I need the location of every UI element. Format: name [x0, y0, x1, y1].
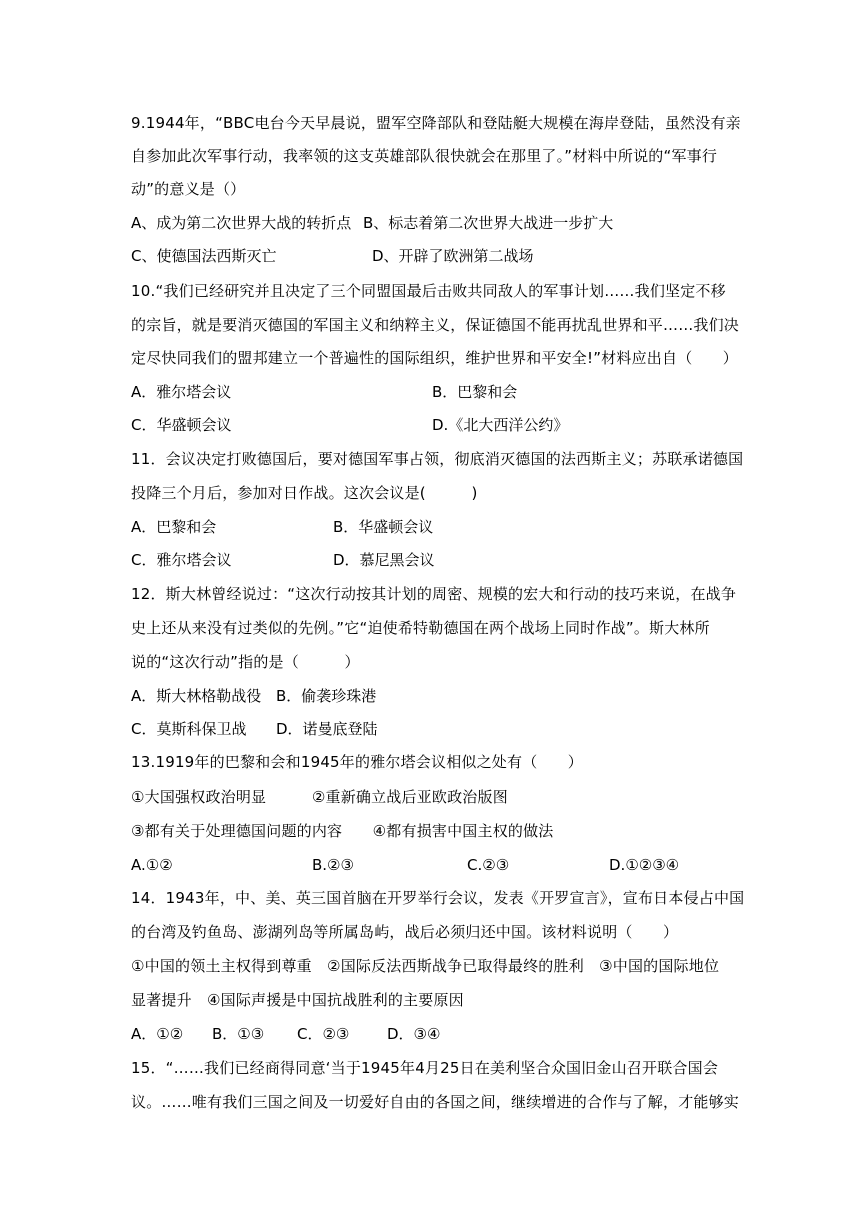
- q15-line-2: 议。……唯有我们三国之间及一切爱好自由的各国之间，继续增进的合作与了解，才能够实: [131, 1093, 740, 1111]
- q11-line-2: 投降三个月后，参加对日作战。这次会议是( ): [131, 484, 478, 502]
- q13-option-a: A.①②: [131, 856, 173, 874]
- q14-line-4: 显著提升 ④国际声援是中国抗战胜利的主要原因: [131, 991, 464, 1009]
- q10-option-d: D.《北大西洋公约》: [432, 416, 569, 434]
- q14-option-a: A．①②: [131, 1025, 184, 1043]
- q13-option-b: B.②③: [312, 856, 354, 874]
- q10-line-2: 的宗旨，就是要消灭德国的军国主义和纳粹主义，保证德国不能再扰乱世界和平……我们决: [131, 316, 740, 334]
- q9-line-3: 动”的意义是（）: [131, 180, 246, 198]
- q13-line-3: ③都有关于处理德国问题的内容 ④都有损害中国主权的做法: [131, 822, 554, 840]
- q9-option-c: C、使德国法西斯灭亡: [131, 247, 277, 265]
- q14-option-d: D．③④: [387, 1025, 441, 1043]
- q13-line-2: ①大国强权政治明显 ②重新确立战后亚欧政治版图: [131, 788, 508, 806]
- q12-option-b: B．偷袭珍珠港: [276, 687, 377, 705]
- q12-option-a: A．斯大林格勒战役: [131, 687, 262, 705]
- q10-option-a: A．雅尔塔会议: [131, 383, 232, 401]
- q14-option-b: B．①③: [212, 1025, 265, 1043]
- q9-option-a: A、成为第二次世界大战的转折点: [131, 214, 352, 232]
- q13-option-d: D.①②③④: [609, 856, 680, 874]
- q9-option-b: B、标志着第二次世界大战进一步扩大: [363, 214, 614, 232]
- q10-option-c: C．华盛顿会议: [131, 416, 232, 434]
- q12-line-3: 说的“这次行动”指的是（ ）: [131, 653, 360, 671]
- q12-option-d: D．诺曼底登陆: [276, 720, 378, 738]
- q11-option-d: D．慕尼黑会议: [333, 551, 435, 569]
- q10-line-1: 10.“我们已经研究并且决定了三个同盟国最后击败共同敌人的军事计划……我们坚定不移: [131, 282, 726, 300]
- q9-option-d: D、开辟了欧洲第二战场: [372, 247, 534, 265]
- q14-line-1: 14．1943年，中、美、英三国首脑在开罗举行会议，发表《开罗宣言》，宣布日本侵占中国: [131, 889, 745, 907]
- q9-line-2: 自参加此次军事行动，我率领的这支英雄部队很快就会在那里了。”材料中所说的“军事行: [131, 147, 718, 165]
- q9-line-1: 9.1944年，“BBC电台今天早晨说，盟军空降部队和登陆艇大规模在海岸登陆，虽然没有亲: [131, 114, 741, 132]
- q13-option-c: C.②③: [467, 856, 510, 874]
- q12-line-2: 史上还从来没有过类似的先例。”它“迫使希特勒德国在两个战场上同时作战”。斯大林所: [131, 619, 710, 637]
- q11-line-1: 11．会议决定打败德国后，要对德国军事占领，彻底消灭德国的法西斯主义；苏联承诺德国: [131, 450, 744, 468]
- q12-option-c: C．莫斯科保卫战: [131, 720, 247, 738]
- q14-line-2: 的台湾及钓鱼岛、澎湖列岛等所属岛屿，战后必须归还中国。该材料说明（ ）: [131, 923, 679, 941]
- q13-line-1: 13.1919年的巴黎和会和1945年的雅尔塔会议相似之处有（ ）: [131, 753, 584, 771]
- q11-option-a: A．巴黎和会: [131, 518, 217, 536]
- q12-line-1: 12．斯大林曾经说过：“这次行动按其计划的周密、规模的宏大和行动的技巧来说，在战争: [131, 585, 737, 603]
- q15-line-1: 15．“……我们已经商得同意‘当于1945年4月25日在美利坚合众国旧金山召开联合国会: [131, 1059, 719, 1077]
- q14-option-c: C．②③: [297, 1025, 350, 1043]
- q10-option-b: B．巴黎和会: [432, 383, 518, 401]
- q11-option-b: B．华盛顿会议: [333, 518, 434, 536]
- q11-option-c: C．雅尔塔会议: [131, 551, 232, 569]
- q14-line-3: ①中国的领土主权得到尊重 ②国际反法西斯战争已取得最终的胜利 ③中国的国际地位: [131, 957, 720, 975]
- q10-line-3: 定尽快同我们的盟邦建立一个普遍性的国际组织，维护世界和平安全!”材料应出自（ ）: [131, 349, 738, 367]
